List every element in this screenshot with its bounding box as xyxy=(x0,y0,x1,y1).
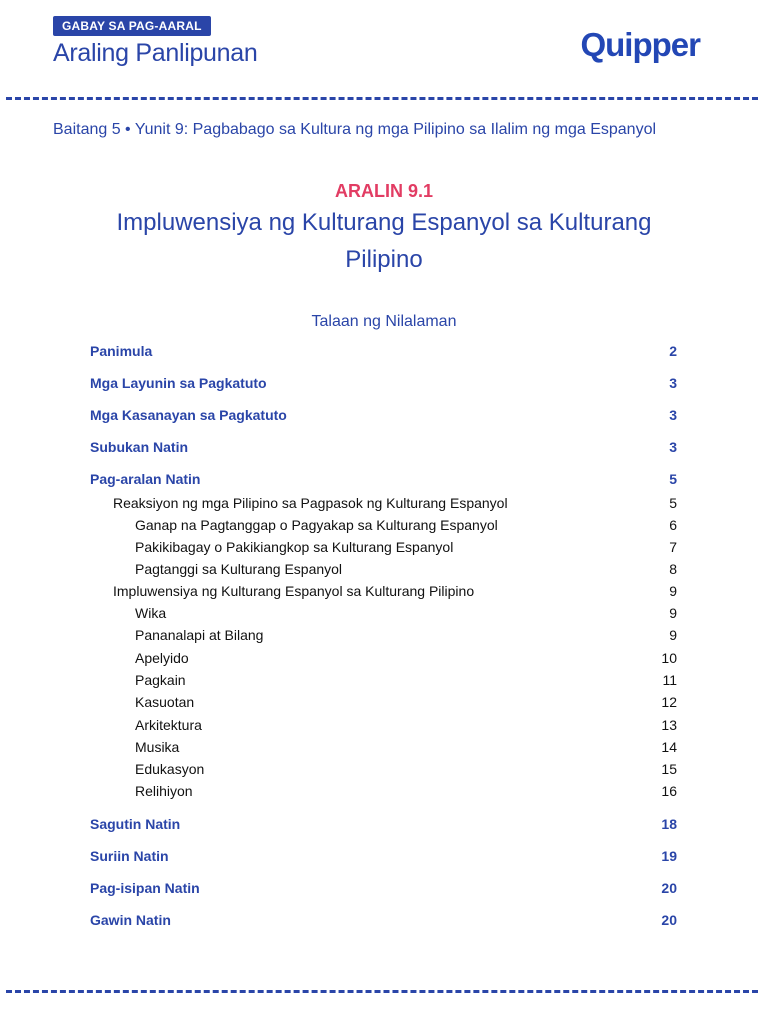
toc-entry[interactable] xyxy=(0,603,768,623)
toc-entry[interactable] xyxy=(0,737,768,757)
toc-entry-page: 19 xyxy=(661,848,677,864)
toc-entry-page: 11 xyxy=(662,672,677,688)
toc-entry[interactable] xyxy=(0,648,768,668)
toc-entry-page: 3 xyxy=(669,407,677,423)
toc-entry-page: 12 xyxy=(661,694,677,710)
toc-entry-page: 15 xyxy=(661,761,677,777)
toc-heading: Talaan ng Nilalaman xyxy=(311,313,457,330)
toc-entry-page: 2 xyxy=(669,343,677,359)
toc-entry-label: Pag-aralan Natin xyxy=(90,471,201,487)
toc-entry[interactable] xyxy=(0,559,768,579)
toc-entry[interactable] xyxy=(0,405,768,425)
toc-entry-page: 3 xyxy=(669,439,677,455)
toc-entry-page: 14 xyxy=(661,739,677,755)
toc-entry-label: Subukan Natin xyxy=(90,439,189,455)
toc-entry-page: 13 xyxy=(661,717,677,733)
toc-entry[interactable] xyxy=(0,846,768,866)
toc-entry-page: 8 xyxy=(669,561,677,577)
toc-entry-label: Pagtanggi sa Kulturang Espanyol xyxy=(135,561,343,577)
toc-entry[interactable] xyxy=(0,670,768,690)
toc-entry[interactable] xyxy=(0,537,768,557)
toc-entry[interactable] xyxy=(0,493,768,513)
toc-entry-label: Wika xyxy=(135,605,167,621)
toc-entry[interactable] xyxy=(0,781,768,801)
guide-badge: GABAY SA PAG-AARAL xyxy=(53,16,211,36)
toc-entry[interactable] xyxy=(0,373,768,393)
toc-entry[interactable] xyxy=(0,625,768,645)
toc-entry-label: Suriin Natin xyxy=(90,848,169,864)
toc-entry-page: 16 xyxy=(661,783,677,799)
toc-entry-label: Musika xyxy=(135,739,180,755)
toc-entry-label: Panimula xyxy=(90,343,153,359)
toc-entry-label: Ganap na Pagtanggap o Pagyakap sa Kulturang Espanyol xyxy=(135,517,498,533)
toc-entry-label: Pagkain xyxy=(135,672,186,688)
toc-entry-page: 3 xyxy=(669,375,677,391)
toc-entry-page: 9 xyxy=(669,627,677,643)
toc-entry-page: 18 xyxy=(661,816,677,832)
toc-entry[interactable] xyxy=(0,469,768,489)
toc-entry-label: Relihiyon xyxy=(135,783,193,799)
toc-entry-page: 5 xyxy=(669,495,677,511)
toc-entry-label: Mga Layunin sa Pagkatuto xyxy=(90,375,267,391)
toc-entry[interactable] xyxy=(0,910,768,930)
toc-entry-page: 9 xyxy=(669,583,677,599)
toc-entry-page: 9 xyxy=(669,605,677,621)
toc-entry-page: 20 xyxy=(661,880,677,896)
toc-entry-page: 20 xyxy=(661,912,677,928)
toc-entry-label: Gawin Natin xyxy=(90,912,171,928)
toc-entry-label: Edukasyon xyxy=(135,761,205,777)
toc-entry[interactable] xyxy=(0,692,768,712)
toc-entry-page: 10 xyxy=(661,650,677,666)
toc-entry-label: Mga Kasanayan sa Pagkatuto xyxy=(90,407,287,423)
toc-entry-label: Arkitektura xyxy=(135,717,202,733)
toc-entry-label: Pananalapi at Bilang xyxy=(135,627,264,643)
top-dashed-divider xyxy=(6,97,758,100)
toc-entry[interactable] xyxy=(0,515,768,535)
toc-entry-label: Apelyido xyxy=(135,650,189,666)
unit-line: Baitang 5 • Yunit 9: Pagbabago sa Kultura ng mga Pilipino sa Ilalim ng mga Espanyol xyxy=(53,121,657,138)
toc-entry[interactable] xyxy=(0,814,768,834)
toc-entry-label: Impluwensiya ng Kulturang Espanyol sa Kulturang Pilipino xyxy=(113,583,475,599)
toc-entry-label: Kasuotan xyxy=(135,694,195,710)
subject-title: Araling Panlipunan xyxy=(53,39,258,67)
toc-entry-page: 7 xyxy=(669,539,677,555)
toc-entry-page: 6 xyxy=(669,517,677,533)
toc-entry[interactable] xyxy=(0,715,768,735)
toc-entry[interactable] xyxy=(0,878,768,898)
toc-entry[interactable] xyxy=(0,341,768,361)
lesson-title: Impluwensiya ng Kulturang Espanyol sa Kulturang Pilipino xyxy=(116,209,652,273)
toc-entry-label: Pag-isipan Natin xyxy=(90,880,200,896)
toc-entry-label: Pakikibagay o Pakikiangkop sa Kulturang Espanyol xyxy=(135,539,454,555)
lesson-number: ARALIN 9.1 xyxy=(334,181,433,201)
toc-entry-label: Sagutin Natin xyxy=(90,816,181,832)
bottom-dashed-divider xyxy=(6,990,758,993)
toc-entry-page: 5 xyxy=(669,471,677,487)
toc-entry[interactable] xyxy=(0,437,768,457)
toc-entry-label: Reaksiyon ng mga Pilipino sa Pagpasok ng Kulturang Espanyol xyxy=(113,495,508,511)
toc-entry[interactable] xyxy=(0,581,768,601)
toc-entry[interactable] xyxy=(0,759,768,779)
quipper-logo: Quipper xyxy=(580,26,700,63)
